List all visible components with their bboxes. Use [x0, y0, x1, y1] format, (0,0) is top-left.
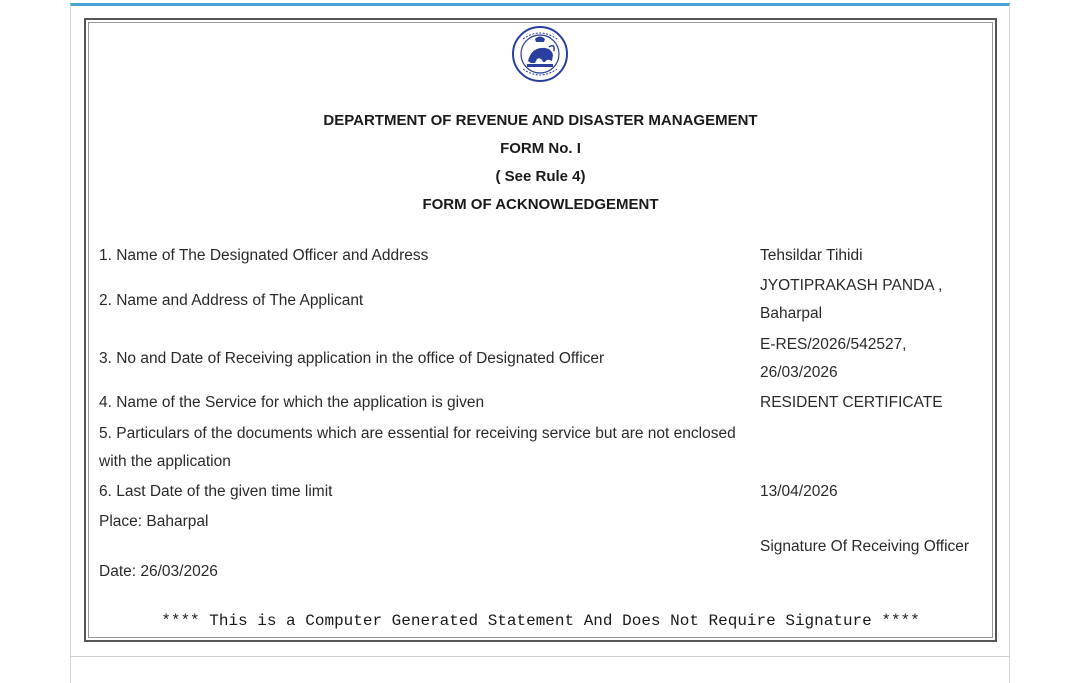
- form-number: FORM No. I: [500, 140, 581, 157]
- computer-generated-note: **** This is a Computer Generated Statement And Does Not Require Signature ****: [161, 612, 920, 630]
- application-number-label: 3. No and Date of Receiving application in the office of Designated Officer: [99, 350, 605, 367]
- rule-reference: ( See Rule 4): [495, 168, 586, 185]
- designated-officer-label: 1. Name of The Designated Officer and Address: [99, 247, 429, 264]
- applicant-label: 2. Name and Address of The Applicant: [99, 292, 364, 309]
- applicant-address-value: Baharpal: [760, 305, 823, 322]
- signature-label: Signature Of Receiving Officer: [760, 538, 970, 555]
- place-text: Place: Baharpal: [99, 513, 209, 530]
- service-name-label: 4. Name of the Service for which the application is given: [99, 394, 485, 411]
- documents-particulars-label-cont: with the application: [99, 453, 231, 470]
- odisha-emblem-icon: [511, 25, 569, 83]
- applicant-name-value: JYOTIPRAKASH PANDA ,: [760, 277, 943, 294]
- date-text: Date: 26/03/2026: [99, 563, 218, 580]
- application-date-value: 26/03/2026: [760, 364, 838, 381]
- service-name-value: RESIDENT CERTIFICATE: [760, 394, 943, 411]
- designated-officer-value: Tehsildar Tihidi: [760, 247, 863, 264]
- form-title: FORM OF ACKNOWLEDGEMENT: [422, 196, 659, 213]
- documents-particulars-label: 5. Particulars of the documents which are essential for receiving service but are not enclosed: [99, 425, 736, 442]
- application-number-value: E-RES/2026/542527,: [760, 336, 907, 353]
- last-date-value: 13/04/2026: [760, 483, 838, 500]
- bottom-divider: [70, 656, 1010, 657]
- last-date-label: 6. Last Date of the given time limit: [99, 483, 333, 500]
- department-heading: DEPARTMENT OF REVENUE AND DISASTER MANAGEMENT: [323, 112, 758, 129]
